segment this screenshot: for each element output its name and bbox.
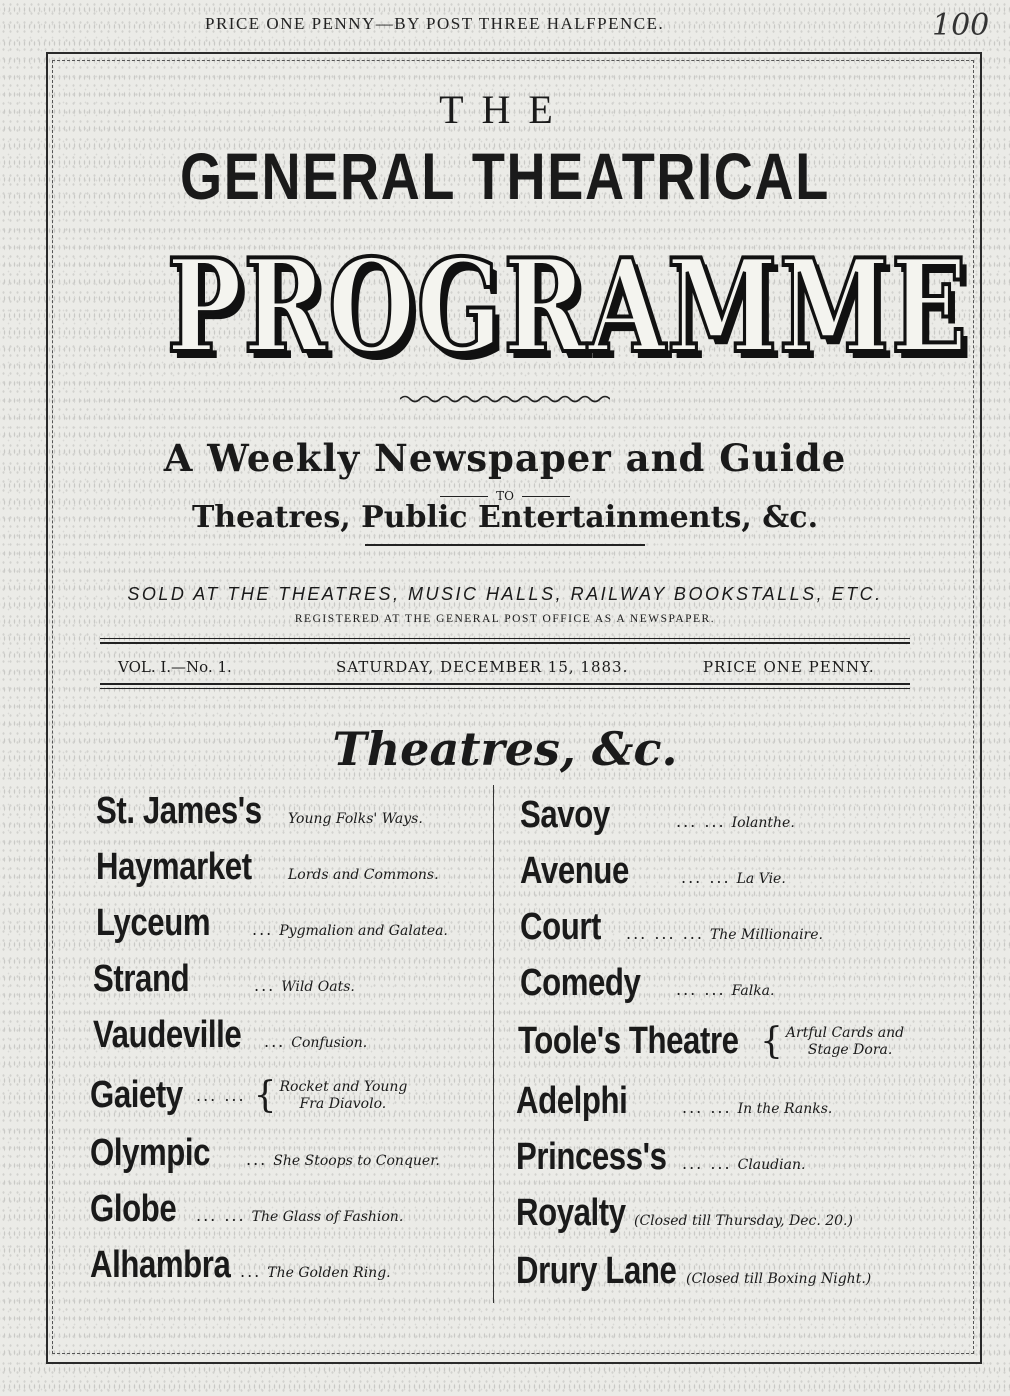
theatre-name: Savoy: [520, 794, 610, 836]
play-title: The Glass of Fashion.: [251, 1209, 404, 1225]
listing-row: [90, 1244, 391, 1287]
to-label: TO: [496, 489, 514, 503]
leader-dots: ... ...: [676, 812, 726, 831]
play-title: Pygmalion and Galatea.: [279, 923, 448, 939]
listing-row: [520, 906, 823, 949]
theatre-name: Lyceum: [96, 902, 211, 944]
listing-row: [518, 1020, 904, 1063]
brace: {: [253, 1074, 277, 1116]
theatre-name: Gaiety: [90, 1074, 183, 1116]
theatre-name: Princess's: [516, 1136, 667, 1178]
theatre-name: Drury Lane: [516, 1250, 677, 1292]
masthead-the: THE: [439, 87, 571, 132]
play-title: The Golden Ring.: [267, 1265, 391, 1281]
listing-row: [516, 1192, 853, 1235]
brace: {: [760, 1020, 783, 1062]
theatre-name: Adelphi: [516, 1080, 628, 1122]
listing-row: [516, 1250, 871, 1293]
theatre-name: Alhambra: [90, 1244, 231, 1286]
play-title: Iolanthe.: [731, 815, 795, 831]
leader-dots: ... ...: [196, 1206, 246, 1225]
subtitle-underline: [365, 544, 645, 546]
issue-rule-top-thin: [100, 638, 910, 639]
wavy-rule-ornament: [400, 392, 610, 406]
theatre-name: Avenue: [520, 850, 629, 892]
subtitle-theatres-entertainments: Theatres, Public Entertainments, &c.: [191, 500, 819, 535]
masthead-title-line: GENERAL THEATRICAL: [180, 139, 830, 213]
leader-dots: ...: [252, 920, 274, 939]
listing-row: [93, 1014, 367, 1057]
theatre-name: Globe: [90, 1188, 177, 1230]
listing-row: [90, 1074, 407, 1117]
masthead-programme: PROGRAMME: [166, 232, 969, 382]
theatre-name: Vaudeville: [93, 1014, 242, 1056]
play-title-line2: Stage Dora.: [807, 1041, 893, 1058]
listing-row: [516, 1080, 832, 1123]
play-title: (Closed till Thursday, Dec. 20.): [634, 1213, 853, 1229]
play-title: In the Ranks.: [737, 1101, 833, 1117]
listing-row: [520, 962, 774, 1005]
leader-dots: ...: [264, 1032, 286, 1051]
play-title: The Millionaire.: [709, 927, 823, 943]
issue-date: SATURDAY, DECEMBER 15, 1883.: [336, 658, 629, 676]
issue-volume: VOL. I.—No. 1.: [118, 658, 232, 676]
theatre-name: Royalty: [516, 1192, 626, 1234]
listing-row: [96, 790, 423, 833]
theatre-name: Strand: [93, 958, 190, 1000]
leader-dots: ...: [254, 976, 276, 995]
leader-dots: ... ...: [676, 980, 726, 999]
issue-price: PRICE ONE PENNY.: [703, 658, 875, 676]
to-rule-left: [440, 496, 488, 497]
play-title-line1: Artful Cards and: [785, 1024, 905, 1041]
play-title: Claudian.: [737, 1157, 806, 1173]
theatre-name: Toole's Theatre: [518, 1020, 739, 1062]
play-title: Lords and Commons.: [288, 867, 439, 883]
section-title: Theatres, &c.: [332, 722, 678, 776]
listing-row: [520, 794, 795, 837]
listing-row: [520, 850, 786, 893]
leader-dots: ... ...: [681, 868, 731, 887]
to-rule-right: [522, 496, 570, 497]
theatre-name: Comedy: [520, 962, 641, 1004]
sold-at-line: SOLD AT THE THEATRES, MUSIC HALLS, RAILWAY BOOKSTALLS, ETC.: [127, 584, 883, 604]
play-title: (Closed till Boxing Night.): [686, 1271, 872, 1287]
play-title: Wild Oats.: [281, 979, 355, 995]
play-title: Confusion.: [291, 1035, 368, 1051]
leader-dots: ... ...: [682, 1098, 732, 1117]
play-title: She Stoops to Conquer.: [273, 1153, 440, 1169]
theatre-name: Olympic: [90, 1132, 211, 1174]
issue-rule-bottom-thick: [100, 683, 910, 685]
listing-row: [90, 1188, 403, 1231]
leader-dots: ... ...: [682, 1154, 732, 1173]
listing-row: [516, 1136, 805, 1179]
play-title: Falka.: [731, 983, 775, 999]
leader-dots: ...: [240, 1262, 262, 1281]
leader-dots: ... ... ...: [626, 924, 704, 943]
theatre-name: Court: [520, 906, 602, 948]
play-title: La Vie.: [736, 871, 786, 887]
play-title-line2: Fra Diavolo.: [299, 1095, 387, 1112]
play-title-stack: [280, 1079, 408, 1113]
listing-row: [93, 958, 355, 1001]
play-title-stack: [786, 1025, 904, 1059]
leader-dots: ...: [246, 1150, 268, 1169]
theatre-name: Haymarket: [96, 846, 252, 888]
issue-rule-bottom-thin: [100, 688, 910, 689]
listing-row: [96, 902, 448, 945]
leader-dots: ... ...: [196, 1086, 246, 1105]
issue-rule-top-thick: [100, 642, 910, 644]
registered-line: REGISTERED AT THE GENERAL POST OFFICE AS A NEWSPAPER.: [294, 613, 716, 625]
listing-row: [90, 1132, 440, 1175]
listing-row: [96, 846, 439, 889]
theatre-name: St. James's: [96, 790, 262, 832]
price-line: PRICE ONE PENNY—BY POST THREE HALFPENCE.: [205, 14, 665, 33]
play-title-line1: Rocket and Young: [279, 1078, 408, 1095]
play-title: Young Folks' Ways.: [288, 811, 423, 827]
handwritten-number: 100: [932, 8, 990, 43]
column-divider: [493, 785, 494, 1303]
subtitle-weekly-newspaper: A Weekly Newspaper and Guide: [163, 436, 847, 480]
